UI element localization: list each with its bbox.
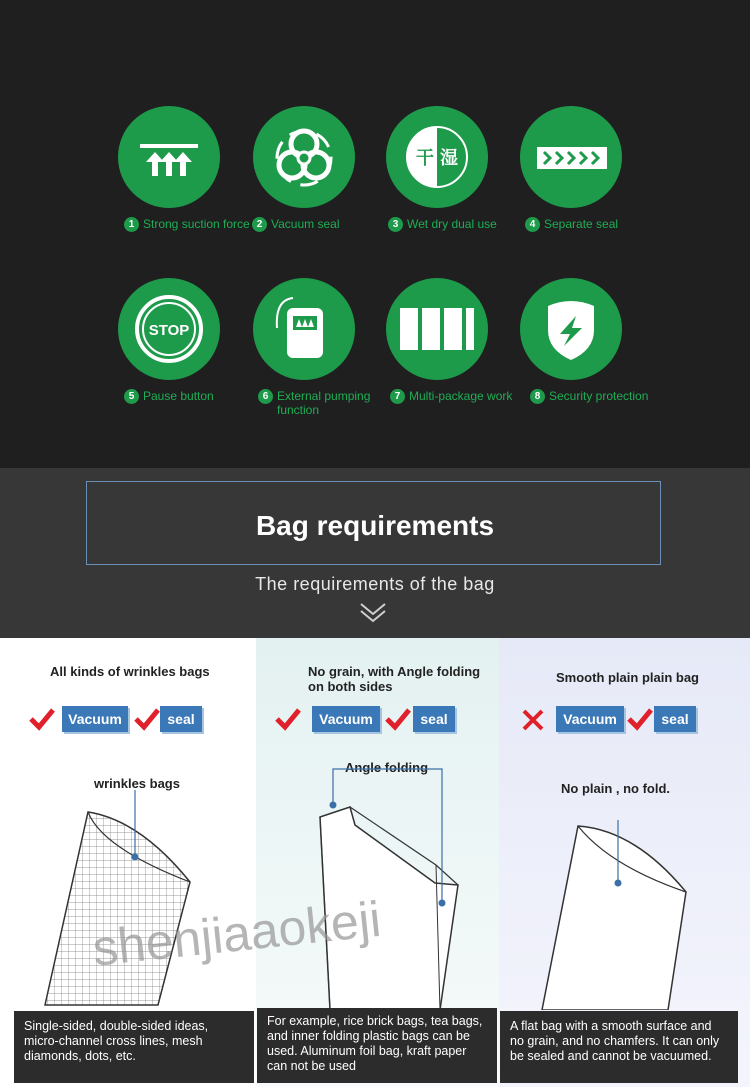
bag-1-label: wrinkles bags [94, 776, 180, 791]
seal-tag: seal [160, 706, 202, 732]
vacuum-tag: Vacuum [556, 706, 624, 732]
check-icon [384, 707, 412, 731]
angle-folding-bag-illustration [300, 765, 480, 1010]
check-icon [626, 707, 654, 731]
smooth-bag-illustration [540, 820, 700, 1010]
shield-icon [520, 278, 622, 380]
column-1-caption: Single-sided, double-sided ideas, micro-channel cross lines, mesh diamonds, dots, etc. [14, 1011, 254, 1083]
feature-label-7: 7 Multi-package work [390, 389, 512, 404]
vacuum-tag: Vacuum [62, 706, 128, 732]
chevrons-right-icon [520, 106, 622, 208]
wet-dry-icon [386, 106, 488, 208]
check-icon [133, 707, 161, 731]
check-icon [28, 707, 56, 731]
stop-icon [118, 278, 220, 380]
features-section [0, 0, 750, 468]
feature-label-1: 1 Strong suction force [124, 217, 250, 232]
pump-icon [253, 278, 355, 380]
arrows-up-icon [118, 106, 220, 208]
svg-text:STOP: STOP [148, 322, 190, 339]
svg-text:湿: 湿 [440, 148, 458, 169]
feature-label-4: 4 Separate seal [525, 217, 618, 232]
column-1-heading: All kinds of wrinkles bags [50, 664, 210, 679]
check-icon [274, 707, 302, 731]
section-title: Bag requirements [255, 510, 495, 541]
svg-text:干: 干 [416, 148, 434, 169]
bag-3-label: No plain , no fold. [561, 781, 671, 796]
column-3-caption: A flat bag with a smooth surface and no grain, and no chamfers. It can only be sealed and cannot be vacuumed. [500, 1011, 738, 1083]
cross-icon [520, 707, 546, 733]
feature-label-3: 3 Wet dry dual use [388, 217, 497, 232]
column-2-heading: No grain, with Angle folding on both sides [308, 664, 481, 694]
feature-label-6: 6 External pumping function [258, 389, 370, 417]
section-subtitle: The requirements of the bag [255, 574, 495, 594]
column-2-caption: For example, rice brick bags, tea bags, and inner folding plastic bags can be used. Aluminum foil bag, kraft paper can not be used [257, 1008, 497, 1083]
packages-icon [386, 278, 488, 380]
feature-label-8: 8 Security protection [530, 389, 648, 404]
vacuum-tag: Vacuum [312, 706, 380, 732]
wrinkles-bag-illustration [40, 790, 210, 1010]
column-3-heading: Smooth plain plain bag [556, 670, 699, 685]
seal-tag: seal [413, 706, 455, 732]
seal-tag: seal [654, 706, 696, 732]
watermark-text: shenjiaaokeji [90, 890, 384, 977]
feature-label-2: 2 Vacuum seal [252, 217, 339, 232]
biohazard-icon [253, 106, 355, 208]
bag-2-label: Angle folding [345, 760, 429, 775]
chevron-down-icon [359, 602, 387, 624]
feature-label-5: 5 Pause button [124, 389, 214, 404]
